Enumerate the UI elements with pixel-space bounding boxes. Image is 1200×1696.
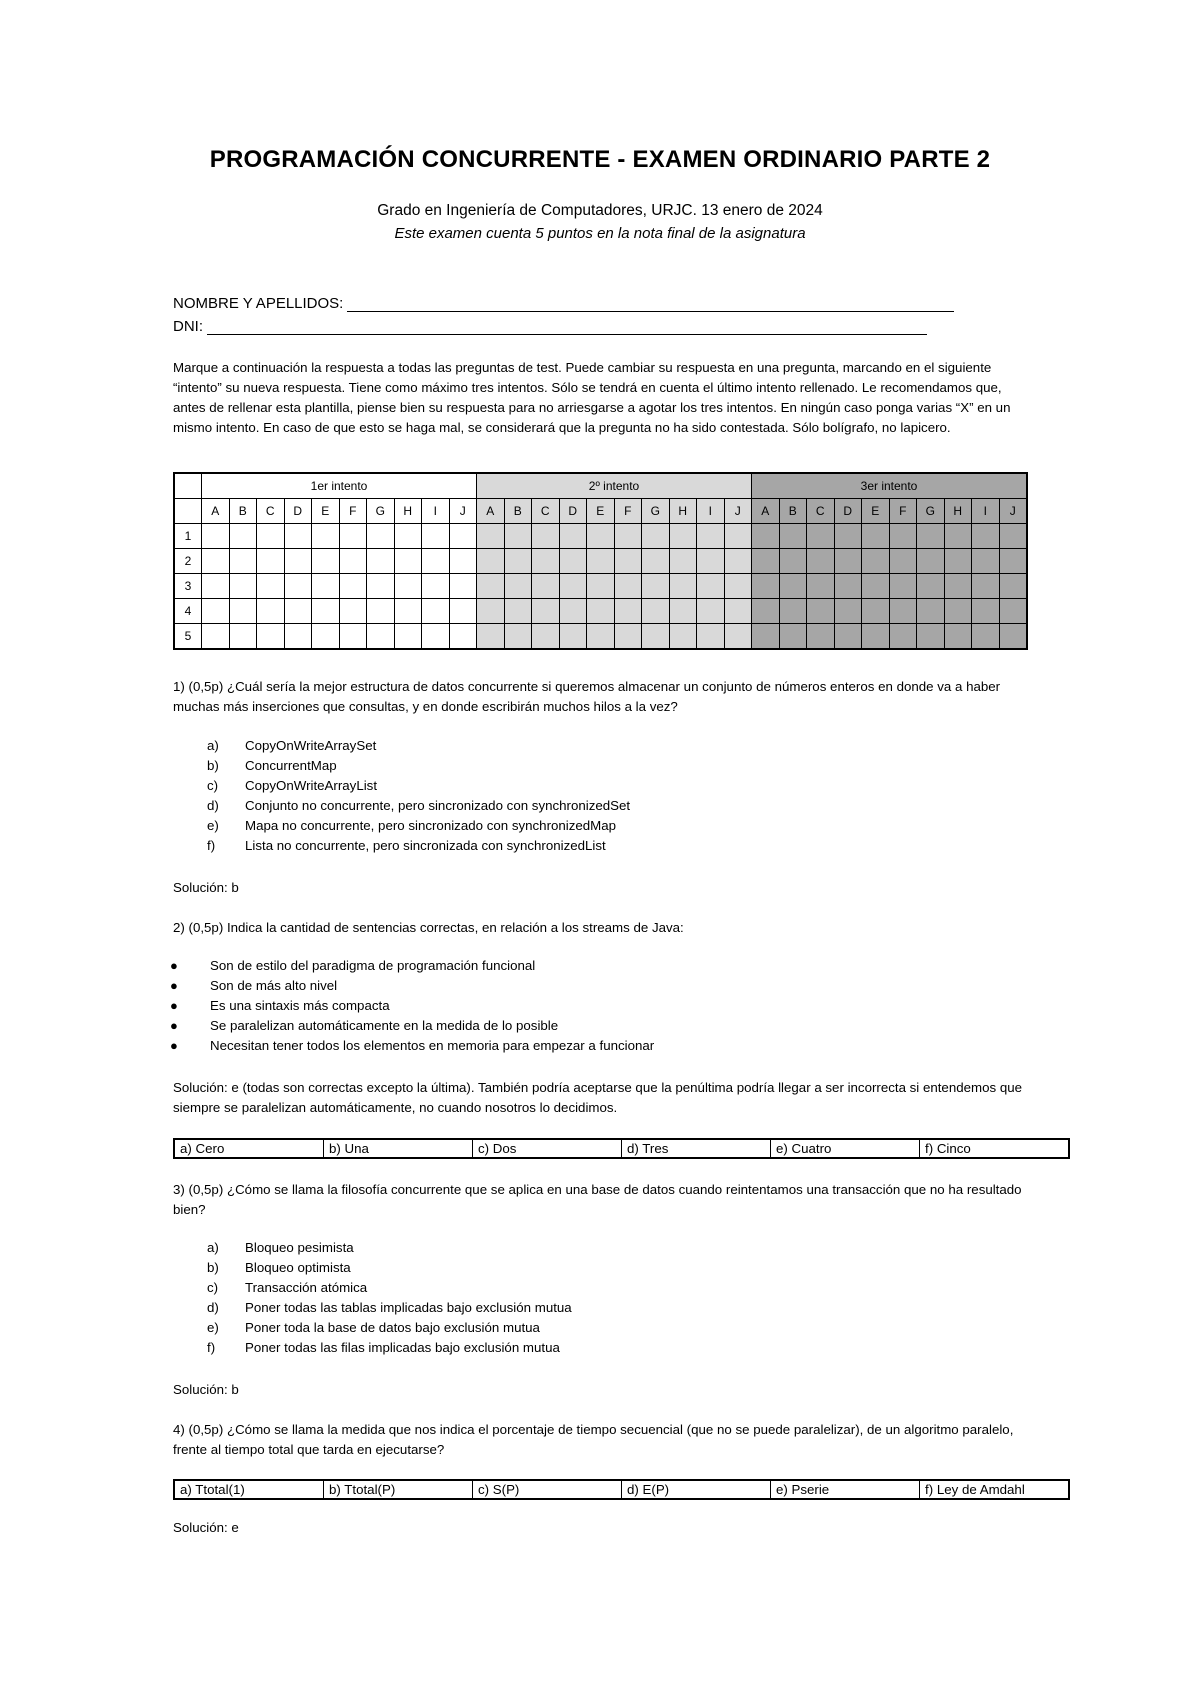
q3-option-letter: c) — [207, 1280, 219, 1295]
dni-label: DNI: — [173, 318, 203, 335]
q2-bullet — [170, 958, 535, 973]
attempt-3-letter-header: G — [917, 499, 945, 524]
answer-cell[interactable] — [697, 624, 725, 650]
bullet-icon: ● — [170, 978, 178, 993]
q1-option-letter: c) — [207, 778, 219, 793]
q2-answer-c[interactable]: c) Dos — [473, 1139, 622, 1158]
q1-option-c — [207, 778, 377, 793]
answer-cell[interactable] — [944, 549, 972, 574]
attempt-1-letter-header: D — [284, 499, 312, 524]
answer-cell[interactable] — [642, 524, 670, 549]
answer-cell[interactable] — [917, 624, 945, 650]
q1-option-label: ConcurrentMap — [245, 758, 337, 773]
q2-bullet — [170, 998, 390, 1013]
q4-answer-f[interactable]: f) Ley de Amdahl — [920, 1480, 1070, 1499]
answer-cell[interactable] — [367, 599, 395, 624]
answer-cell[interactable] — [477, 549, 505, 574]
q3-option-label: Bloqueo optimista — [245, 1260, 351, 1275]
q1-option-d — [207, 798, 630, 813]
answer-cell[interactable] — [559, 624, 587, 650]
answer-cell[interactable] — [587, 624, 615, 650]
answer-cell[interactable] — [999, 599, 1027, 624]
answer-cell[interactable] — [779, 549, 807, 574]
answer-cell[interactable] — [669, 549, 697, 574]
answer-cell[interactable] — [339, 624, 367, 650]
answer-cell[interactable] — [257, 574, 285, 599]
q3-option-a — [207, 1240, 354, 1255]
attempt-1-letter-header: C — [257, 499, 285, 524]
q2-bullet — [170, 978, 337, 993]
answer-cell[interactable] — [642, 599, 670, 624]
exam-note: Este examen cuenta 5 puntos en la nota final de la asignatura — [394, 225, 806, 242]
answer-cell[interactable] — [339, 524, 367, 549]
answer-cell[interactable] — [202, 624, 230, 650]
question-1-text: 1) (0,5p) ¿Cuál sería la mejor estructura de datos concurrente si queremos almacenar un conjunto de números enteros en donde va a haber muchas más inserciones que consultas, y en donde escribirán muchos hilos a la vez? — [173, 679, 1001, 714]
answer-cell[interactable] — [807, 624, 835, 650]
q3-option-letter: f) — [207, 1340, 216, 1355]
answer-cell[interactable] — [394, 574, 422, 599]
answer-cell[interactable] — [862, 574, 890, 599]
q2-bullet-text: Necesitan tener todos los elementos en memoria para empezar a funcionar — [210, 1038, 655, 1053]
answer-cell[interactable] — [889, 624, 917, 650]
q1-option-label: CopyOnWriteArraySet — [245, 738, 377, 753]
answer-cell[interactable] — [862, 599, 890, 624]
answer-cell[interactable] — [642, 549, 670, 574]
answer-cell[interactable] — [449, 624, 477, 650]
answer-cell[interactable] — [504, 524, 532, 549]
answer-cell[interactable] — [422, 524, 450, 549]
answer-cell[interactable] — [229, 599, 257, 624]
answer-cell[interactable] — [422, 549, 450, 574]
attempt-2-letter-header: C — [532, 499, 560, 524]
answer-cell[interactable] — [834, 574, 862, 599]
attempt-1-header: 1er intento — [202, 473, 477, 499]
answer-cell[interactable] — [532, 549, 560, 574]
answer-cell[interactable] — [367, 524, 395, 549]
answer-cell[interactable] — [312, 549, 340, 574]
answer-cell[interactable] — [257, 524, 285, 549]
attempt-2-letter-header: A — [477, 499, 505, 524]
q1-option-label: CopyOnWriteArrayList — [245, 778, 378, 793]
answer-cell[interactable] — [669, 624, 697, 650]
answer-grid — [173, 472, 1028, 650]
q3-option-letter: b) — [207, 1260, 219, 1275]
dni-field — [173, 318, 927, 335]
answer-cell[interactable] — [614, 549, 642, 574]
attempt-3-letter-header: C — [807, 499, 835, 524]
q1-option-letter: e) — [207, 818, 219, 833]
answer-cell[interactable] — [642, 574, 670, 599]
q1-option-label: Mapa no concurrente, pero sincronizado con synchronizedMap — [245, 818, 617, 833]
exam-title: PROGRAMACIÓN CONCURRENTE - EXAMEN ORDINARIO PARTE 2 — [209, 146, 991, 173]
q2-answer-e[interactable]: e) Cuatro — [771, 1139, 920, 1158]
answer-cell[interactable] — [834, 599, 862, 624]
answer-cell[interactable] — [339, 549, 367, 574]
answer-cell[interactable] — [944, 624, 972, 650]
answer-cell[interactable] — [834, 549, 862, 574]
answer-cell[interactable] — [999, 524, 1027, 549]
answer-cell[interactable] — [449, 599, 477, 624]
answer-cell[interactable] — [779, 574, 807, 599]
attempt-1-letter-header: I — [422, 499, 450, 524]
answer-cell[interactable] — [724, 549, 752, 574]
q3-option-f — [207, 1340, 560, 1355]
q3-solution: Solución: b — [173, 1382, 239, 1397]
answer-cell[interactable] — [532, 624, 560, 650]
q1-option-a — [207, 738, 376, 753]
answer-cell[interactable] — [284, 524, 312, 549]
answer-cell[interactable] — [972, 599, 1000, 624]
answer-cell[interactable] — [394, 549, 422, 574]
q1-solution: Solución: b — [173, 880, 239, 895]
question-number: 1 — [174, 524, 202, 549]
answer-cell[interactable] — [284, 574, 312, 599]
answer-cell[interactable] — [834, 624, 862, 650]
answer-cell[interactable] — [284, 624, 312, 650]
answer-cell[interactable] — [202, 549, 230, 574]
letters-row — [174, 499, 1027, 524]
answer-cell[interactable] — [229, 524, 257, 549]
answer-cell[interactable] — [917, 524, 945, 549]
attempt-1-letter-header: J — [449, 499, 477, 524]
grid-question-row — [174, 624, 1027, 650]
name-line[interactable] — [347, 295, 954, 312]
attempt-2-letter-header: G — [642, 499, 670, 524]
answer-cell[interactable] — [449, 574, 477, 599]
attempt-2-letter-header: D — [559, 499, 587, 524]
answer-cell[interactable] — [229, 549, 257, 574]
answer-cell[interactable] — [559, 524, 587, 549]
corner-cell — [174, 473, 202, 499]
answer-cell[interactable] — [229, 624, 257, 650]
answer-cell[interactable] — [889, 524, 917, 549]
answer-cell[interactable] — [422, 574, 450, 599]
q2-bullet-text: Es una sintaxis más compacta — [210, 998, 390, 1013]
q3-option-letter: e) — [207, 1320, 219, 1335]
answer-cell[interactable] — [944, 574, 972, 599]
answer-cell[interactable] — [504, 599, 532, 624]
grid-question-row — [174, 549, 1027, 574]
exam-subtitle: Grado en Ingeniería de Computadores, URJC. 13 enero de 2024 — [377, 202, 823, 219]
attempt-3-letter-header: F — [889, 499, 917, 524]
answer-cell[interactable] — [642, 624, 670, 650]
answer-cell[interactable] — [504, 574, 532, 599]
q2-bullet — [170, 1018, 558, 1033]
answer-cell[interactable] — [422, 624, 450, 650]
answer-cell[interactable] — [807, 549, 835, 574]
answer-cell[interactable] — [669, 599, 697, 624]
answer-cell[interactable] — [917, 599, 945, 624]
answer-cell[interactable] — [202, 599, 230, 624]
q1-option-f — [207, 838, 606, 853]
answer-cell[interactable] — [587, 574, 615, 599]
q1-option-b — [207, 758, 337, 773]
answer-cell[interactable] — [229, 574, 257, 599]
attempt-3-letter-header: D — [834, 499, 862, 524]
q2-bullet-text: Son de más alto nivel — [210, 978, 338, 993]
attempt-3-header: 3er intento — [752, 473, 1028, 499]
attempt-3-letter-header: I — [972, 499, 1000, 524]
answer-cell[interactable] — [477, 599, 505, 624]
answer-cell[interactable] — [697, 574, 725, 599]
q2-answer-a[interactable]: a) Cero — [174, 1139, 324, 1158]
q3-option-label: Transacción atómica — [245, 1280, 368, 1295]
question-2-text: 2) (0,5p) Indica la cantidad de sentencias correctas, en relación a los streams de Java: — [173, 920, 684, 935]
q1-option-e — [207, 818, 616, 833]
answer-cell[interactable] — [587, 524, 615, 549]
answer-cell[interactable] — [944, 524, 972, 549]
answer-cell[interactable] — [807, 599, 835, 624]
answer-cell[interactable] — [697, 549, 725, 574]
answer-cell[interactable] — [614, 599, 642, 624]
answer-cell[interactable] — [889, 549, 917, 574]
answer-cell[interactable] — [999, 624, 1027, 650]
q2-bullet — [170, 1038, 654, 1053]
q2-answer-b[interactable]: b) Una — [324, 1139, 473, 1158]
answer-cell[interactable] — [532, 574, 560, 599]
attempt-2-letter-header: B — [504, 499, 532, 524]
q3-option-letter: a) — [207, 1240, 219, 1255]
answer-cell[interactable] — [972, 574, 1000, 599]
answer-cell[interactable] — [889, 574, 917, 599]
attempt-3-letter-header: J — [999, 499, 1027, 524]
answer-cell[interactable] — [367, 549, 395, 574]
grid-question-row — [174, 524, 1027, 549]
answer-cell[interactable] — [889, 599, 917, 624]
answer-cell[interactable] — [532, 599, 560, 624]
answer-cell[interactable] — [752, 624, 780, 650]
q2-answer-f[interactable]: f) Cinco — [920, 1139, 1070, 1158]
answer-cell[interactable] — [587, 599, 615, 624]
bullet-icon: ● — [170, 1018, 178, 1033]
attempt-1-letter-header: B — [229, 499, 257, 524]
answer-cell[interactable] — [394, 524, 422, 549]
q3-option-label: Poner todas las filas implicadas bajo exclusión mutua — [245, 1340, 560, 1355]
answer-cell[interactable] — [724, 599, 752, 624]
attempt-1-letter-header: G — [367, 499, 395, 524]
q1-option-letter: f) — [207, 838, 216, 853]
name-field — [173, 295, 954, 312]
answer-cell[interactable] — [449, 524, 477, 549]
grid-question-row — [174, 574, 1027, 599]
answer-cell[interactable] — [257, 624, 285, 650]
answer-cell[interactable] — [917, 574, 945, 599]
answer-cell[interactable] — [779, 624, 807, 650]
q3-option-label: Poner todas las tablas implicadas bajo exclusión mutua — [245, 1300, 572, 1315]
attempt-1-letter-header: A — [202, 499, 230, 524]
question-number: 2 — [174, 549, 202, 574]
attempt-1-letter-header: F — [339, 499, 367, 524]
answer-cell[interactable] — [752, 549, 780, 574]
attempt-2-letter-header: H — [669, 499, 697, 524]
bullet-icon: ● — [170, 1038, 178, 1053]
grid-question-row — [174, 599, 1027, 624]
q3-option-label: Poner toda la base de datos bajo exclusión mutua — [245, 1320, 540, 1335]
answer-cell[interactable] — [367, 574, 395, 599]
answer-cell[interactable] — [614, 624, 642, 650]
answer-cell[interactable] — [669, 574, 697, 599]
answer-cell[interactable] — [972, 624, 1000, 650]
q4-answer-e[interactable]: e) Pserie — [771, 1480, 920, 1499]
answer-cell[interactable] — [669, 524, 697, 549]
answer-cell[interactable] — [752, 574, 780, 599]
answer-cell[interactable] — [724, 574, 752, 599]
attempt-3-letter-header: A — [752, 499, 780, 524]
q4-solution: Solución: e — [173, 1520, 239, 1535]
attempt-2-letter-header: I — [697, 499, 725, 524]
name-label: NOMBRE Y APELLIDOS: — [173, 295, 344, 312]
attempt-2-letter-header: F — [614, 499, 642, 524]
q2-answer-d[interactable]: d) Tres — [622, 1139, 771, 1158]
answer-cell[interactable] — [312, 524, 340, 549]
answer-cell[interactable] — [697, 599, 725, 624]
q4-answer-a[interactable]: a) Ttotal(1) — [174, 1480, 324, 1499]
q2-solution: Solución: e (todas son correctas excepto la última). También podría aceptarse que la penúltima podría llegar a ser incorrecta si entendemos que siempre se paralelizan automáticamente, no cuando nosotros lo decidimos. — [173, 1080, 1023, 1115]
answer-cell[interactable] — [202, 574, 230, 599]
answer-cell[interactable] — [504, 624, 532, 650]
question-3-text: 3) (0,5p) ¿Cómo se llama la filosofía concurrente que se aplica en una base de datos cuando reintentamos una transacción que no ha resultado bien? — [173, 1182, 1022, 1217]
answer-cell[interactable] — [449, 549, 477, 574]
attempt-2-letter-header: J — [724, 499, 752, 524]
answer-cell[interactable] — [779, 599, 807, 624]
q1-option-label: Lista no concurrente, pero sincronizada con synchronizedList — [245, 838, 606, 853]
answer-cell[interactable] — [504, 549, 532, 574]
answer-cell[interactable] — [834, 524, 862, 549]
answer-cell[interactable] — [724, 524, 752, 549]
answer-cell[interactable] — [862, 549, 890, 574]
answer-cell[interactable] — [779, 524, 807, 549]
dni-line[interactable] — [207, 318, 927, 335]
q1-option-label: Conjunto no concurrente, pero sincronizado con synchronizedSet — [245, 798, 631, 813]
answer-cell[interactable] — [312, 574, 340, 599]
bullet-icon: ● — [170, 998, 178, 1013]
answer-cell[interactable] — [972, 524, 1000, 549]
instructions-text: Marque a continuación la respuesta a todas las preguntas de test. Puede cambiar su respuesta en una pregunta, marcando en el siguiente “intento” su nueva respuesta. Tiene como máximo tres intentos. Sólo se tendrá en cuenta el último intento rellenado. Le recomendamos que, antes de rellenar esta plantilla, piense bien su respuesta para no arriesgarse a agotar los tres intentos. En ningún caso ponga varias “X” en un mismo intento. En caso de que esto se haga mal, se considerará que la pregunta no ha sido contestada. Sólo bolígrafo, no lapicero. — [173, 360, 1011, 435]
answer-cell[interactable] — [312, 624, 340, 650]
answer-cell[interactable] — [559, 549, 587, 574]
q3-option-b — [207, 1260, 351, 1275]
answer-cell[interactable] — [477, 574, 505, 599]
answer-cell[interactable] — [559, 599, 587, 624]
q1-option-letter: a) — [207, 738, 219, 753]
answer-cell[interactable] — [807, 524, 835, 549]
attempt-2-letter-header: E — [587, 499, 615, 524]
answer-cell[interactable] — [477, 624, 505, 650]
answer-cell[interactable] — [312, 599, 340, 624]
q3-option-letter: d) — [207, 1300, 219, 1315]
answer-cell[interactable] — [339, 599, 367, 624]
attempt-header-row — [174, 473, 1027, 499]
answer-cell[interactable] — [999, 574, 1027, 599]
answer-cell[interactable] — [284, 549, 312, 574]
q3-option-d — [207, 1300, 572, 1315]
answer-cell[interactable] — [614, 574, 642, 599]
answer-cell[interactable] — [257, 549, 285, 574]
answer-cell[interactable] — [532, 524, 560, 549]
q3-option-c — [207, 1280, 367, 1295]
answer-cell[interactable] — [752, 524, 780, 549]
answer-cell[interactable] — [422, 599, 450, 624]
q2-bullet-text: Se paralelizan automáticamente en la medida de lo posible — [210, 1018, 559, 1033]
q3-option-e — [207, 1320, 540, 1335]
answer-cell[interactable] — [724, 624, 752, 650]
question-number: 3 — [174, 574, 202, 599]
q2-answer-row — [173, 1138, 1070, 1159]
answer-cell[interactable] — [752, 599, 780, 624]
q4-answer-d[interactable]: d) E(P) — [622, 1480, 771, 1499]
question-4-text: 4) (0,5p) ¿Cómo se llama la medida que nos indica el porcentaje de tiempo secuencial (que no se puede paralelizar), de un algoritmo paralelo, frente al tiempo total que tarda en ejecutarse? — [173, 1422, 1014, 1457]
answer-cell[interactable] — [477, 524, 505, 549]
bullet-icon: ● — [170, 958, 178, 973]
q1-option-letter: b) — [207, 758, 219, 773]
answer-cell[interactable] — [394, 624, 422, 650]
q4-answer-b[interactable]: b) Ttotal(P) — [324, 1480, 473, 1499]
q3-option-label: Bloqueo pesimista — [245, 1240, 354, 1255]
answer-cell[interactable] — [862, 624, 890, 650]
q1-option-letter: d) — [207, 798, 219, 813]
attempt-1-letter-header: E — [312, 499, 340, 524]
attempt-3-letter-header: H — [944, 499, 972, 524]
attempt-2-header: 2º intento — [477, 473, 752, 499]
q4-answer-c[interactable]: c) S(P) — [473, 1480, 622, 1499]
answer-cell[interactable] — [999, 549, 1027, 574]
answer-cell[interactable] — [587, 549, 615, 574]
answer-cell[interactable] — [862, 524, 890, 549]
answer-cell[interactable] — [972, 549, 1000, 574]
answer-cell[interactable] — [202, 524, 230, 549]
answer-cell[interactable] — [917, 549, 945, 574]
question-number: 4 — [174, 599, 202, 624]
answer-cell[interactable] — [944, 599, 972, 624]
answer-cell[interactable] — [284, 599, 312, 624]
answer-cell[interactable] — [394, 599, 422, 624]
answer-cell[interactable] — [614, 524, 642, 549]
corner-cell — [174, 499, 202, 524]
answer-cell[interactable] — [807, 574, 835, 599]
q4-answer-row — [173, 1479, 1070, 1500]
answer-cell[interactable] — [367, 624, 395, 650]
attempt-1-letter-header: H — [394, 499, 422, 524]
question-number: 5 — [174, 624, 202, 650]
answer-cell[interactable] — [697, 524, 725, 549]
answer-cell[interactable] — [257, 599, 285, 624]
q2-bullet-text: Son de estilo del paradigma de programación funcional — [210, 958, 536, 973]
attempt-3-letter-header: B — [779, 499, 807, 524]
attempt-3-letter-header: E — [862, 499, 890, 524]
answer-cell[interactable] — [559, 574, 587, 599]
answer-cell[interactable] — [339, 574, 367, 599]
